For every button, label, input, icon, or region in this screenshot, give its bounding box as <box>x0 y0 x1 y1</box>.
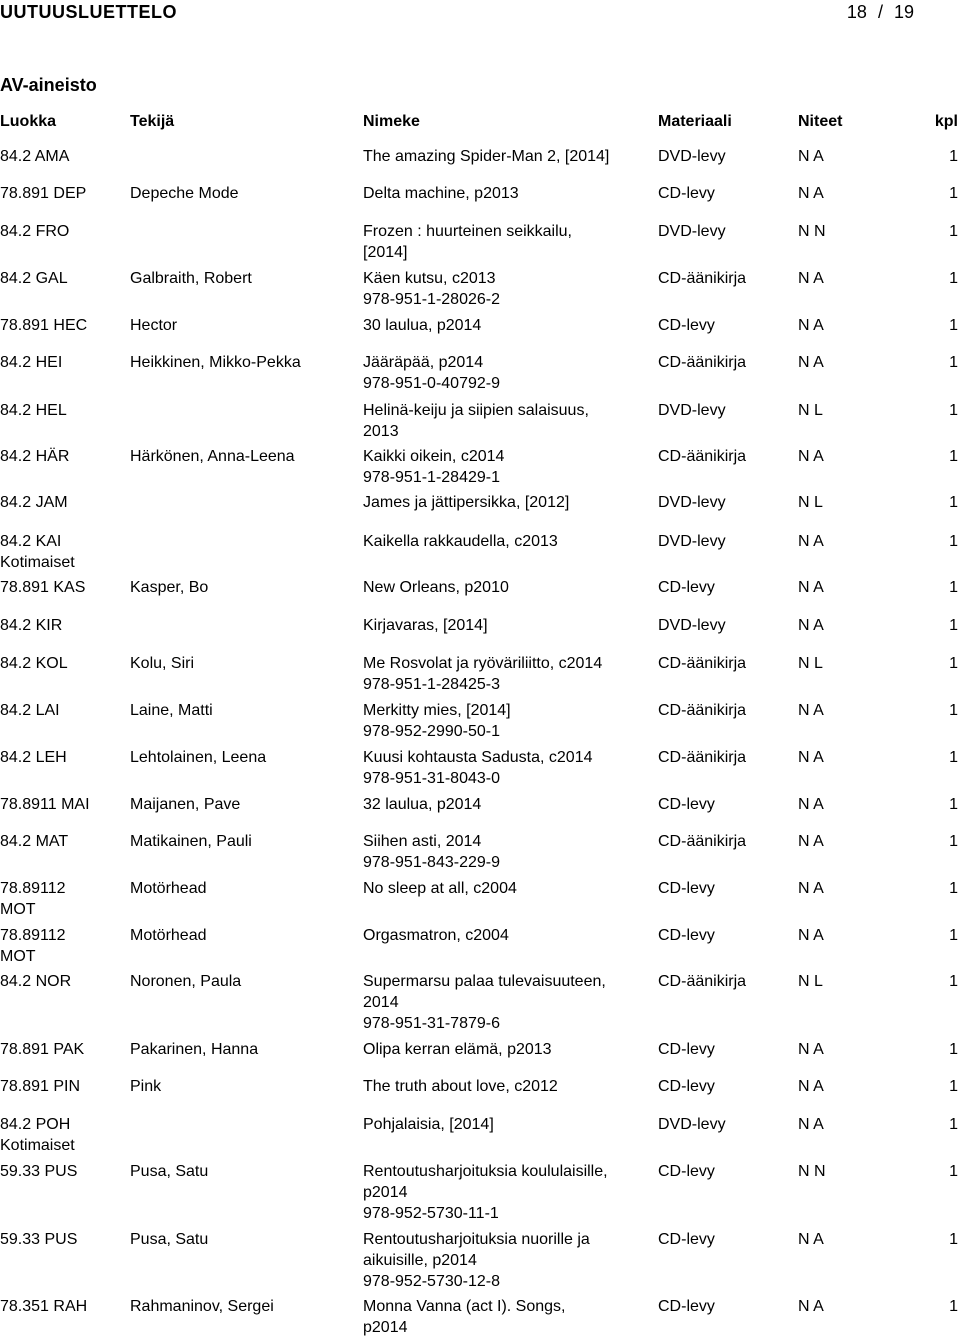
cell-tekija: Rahmaninov, Sergei <box>130 1298 274 1315</box>
cell-materiaali: CD-äänikirja <box>658 702 747 719</box>
cell-kpl: 1 <box>949 402 958 419</box>
cell-nimeke-line: Rentoutusharjoituksia koululaisille, <box>363 1163 608 1180</box>
cell-tekija: Motörhead <box>130 880 207 897</box>
cell-materiaali: DVD-levy <box>658 223 726 240</box>
cell-nimeke-line: Käen kutsu, c2013 <box>363 270 496 287</box>
cell-tekija: Pusa, Satu <box>130 1163 209 1180</box>
cell-niteet: N A <box>798 749 824 766</box>
cell-niteet: N A <box>798 270 824 287</box>
cell-nimeke-line: Olipa kerran elämä, p2013 <box>363 1041 552 1058</box>
cell-luokka-line: 84.2 LEH <box>0 749 67 766</box>
cell-nimeke-line: 2013 <box>363 423 399 440</box>
cell-materiaali: DVD-levy <box>658 402 726 419</box>
cell-materiaali: CD-levy <box>658 1231 715 1248</box>
cell-luokka-line: 59.33 PUS <box>0 1163 78 1180</box>
cell-nimeke <box>363 1296 565 1338</box>
cell-kpl: 1 <box>949 796 958 813</box>
cell-luokka <box>0 1039 84 1060</box>
cell-luokka <box>0 1229 77 1250</box>
cell-kpl: 1 <box>949 1078 958 1095</box>
cell-tekija: Noronen, Paula <box>130 973 242 990</box>
cell-luokka <box>0 615 62 636</box>
cell-luokka-line: 78.891 DEP <box>0 185 87 202</box>
cell-nimeke <box>363 878 517 899</box>
column-header-niteet: Niteet <box>798 113 843 130</box>
cell-luokka <box>0 315 87 336</box>
cell-kpl: 1 <box>949 185 958 202</box>
cell-nimeke <box>363 531 558 552</box>
cell-niteet: N L <box>798 655 823 672</box>
table-row <box>0 446 960 486</box>
cell-niteet: N A <box>798 317 824 334</box>
table-row <box>0 221 960 261</box>
cell-materiaali: CD-levy <box>658 796 715 813</box>
cell-luokka <box>0 794 90 815</box>
cell-nimeke <box>363 1039 552 1060</box>
cell-materiaali: DVD-levy <box>658 533 726 550</box>
cell-nimeke-line: Pohjalaisia, [2014] <box>363 1116 494 1133</box>
table-row <box>0 653 960 693</box>
cell-nimeke-line: 978-952-5730-12-8 <box>363 1273 500 1290</box>
cell-nimeke <box>363 1161 608 1224</box>
cell-tekija: Pusa, Satu <box>130 1231 209 1248</box>
cell-luokka-line: 84.2 GAL <box>0 270 68 287</box>
cell-nimeke-line: Siihen asti, 2014 <box>363 833 482 850</box>
cell-luokka-line: 84.2 LAI <box>0 702 60 719</box>
cell-niteet: N A <box>798 354 824 371</box>
table-row <box>0 1161 960 1222</box>
cell-nimeke-line: Kaikki oikein, c2014 <box>363 448 505 465</box>
cell-niteet: N A <box>798 533 824 550</box>
cell-kpl: 1 <box>949 1163 958 1180</box>
cell-niteet: N A <box>798 702 824 719</box>
table-row <box>0 878 960 918</box>
cell-nimeke-line: Supermarsu palaa tulevaisuuteen, <box>363 973 606 990</box>
cell-materiaali: CD-levy <box>658 1078 715 1095</box>
table-row <box>0 315 960 334</box>
cell-tekija: Laine, Matti <box>130 702 213 719</box>
cell-luokka <box>0 352 62 373</box>
cell-tekija: Kasper, Bo <box>130 579 209 596</box>
cell-nimeke-line: Monna Vanna (act I). Songs, <box>363 1298 566 1315</box>
cell-nimeke-line: 978-951-1-28026-2 <box>363 291 500 308</box>
cell-nimeke <box>363 146 609 167</box>
cell-luokka <box>0 146 69 167</box>
cell-niteet: N A <box>798 927 824 944</box>
cell-nimeke-line: 32 laulua, p2014 <box>363 796 482 813</box>
cell-kpl: 1 <box>949 579 958 596</box>
cell-luokka <box>0 221 69 242</box>
column-header-kpl: kpl <box>934 113 958 130</box>
cell-materiaali: CD-äänikirja <box>658 354 747 371</box>
cell-niteet: N A <box>798 833 824 850</box>
cell-niteet: N A <box>798 185 824 202</box>
cell-niteet: N N <box>798 223 826 240</box>
table-row <box>0 531 960 571</box>
cell-nimeke-line: 978-951-31-8043-0 <box>363 770 500 787</box>
table-row <box>0 577 960 596</box>
cell-luokka-line: 84.2 KOL <box>0 655 68 672</box>
cell-luokka-line: 84.2 MAT <box>0 833 69 850</box>
table-row <box>0 615 960 634</box>
cell-luokka-line: 84.2 NOR <box>0 973 72 990</box>
page-separator: / <box>877 2 883 22</box>
cell-luokka <box>0 183 86 204</box>
cell-nimeke <box>363 971 606 1034</box>
catalog-title: UUTUUSLUETTELO <box>0 2 177 22</box>
cell-nimeke-line: aikuisille, p2014 <box>363 1252 477 1269</box>
cell-kpl: 1 <box>949 223 958 240</box>
cell-luokka-line: 78.891 KAS <box>0 579 86 596</box>
cell-niteet: N L <box>798 402 823 419</box>
cell-kpl: 1 <box>949 1231 958 1248</box>
cell-nimeke-line: 978-952-5730-11-1 <box>363 1205 499 1222</box>
cell-kpl: 1 <box>949 148 958 165</box>
cell-materiaali: CD-levy <box>658 185 715 202</box>
cell-luokka <box>0 577 85 598</box>
cell-nimeke-line: Kuusi kohtausta Sadusta, c2014 <box>363 749 593 766</box>
cell-nimeke <box>363 653 602 695</box>
table-row <box>0 352 960 392</box>
table-row <box>0 1076 960 1095</box>
cell-luokka-line: 78.891 PAK <box>0 1041 85 1058</box>
cell-nimeke-line: 2014 <box>363 994 399 1011</box>
cell-tekija: Kolu, Siri <box>130 655 195 672</box>
column-header-luokka: Luokka <box>0 113 57 130</box>
cell-materiaali: CD-äänikirja <box>658 833 747 850</box>
cell-niteet: N A <box>798 579 824 596</box>
cell-kpl: 1 <box>949 533 958 550</box>
cell-materiaali: DVD-levy <box>658 1116 726 1133</box>
cell-nimeke <box>363 1076 558 1097</box>
cell-kpl: 1 <box>949 702 958 719</box>
cell-kpl: 1 <box>949 494 958 511</box>
cell-niteet: N A <box>798 148 824 165</box>
table-row <box>0 492 960 511</box>
cell-kpl: 1 <box>949 927 958 944</box>
cell-materiaali: CD-levy <box>658 579 715 596</box>
cell-luokka-line: 84.2 KAI <box>0 533 62 550</box>
cell-kpl: 1 <box>949 354 958 371</box>
cell-luokka-line: 78.351 RAH <box>0 1298 88 1315</box>
table-row <box>0 700 960 740</box>
cell-kpl: 1 <box>949 1116 958 1133</box>
cell-kpl: 1 <box>949 880 958 897</box>
cell-nimeke <box>363 794 481 815</box>
cell-materiaali: CD-äänikirja <box>658 270 747 287</box>
cell-materiaali: CD-levy <box>658 927 715 944</box>
cell-tekija: Matikainen, Pauli <box>130 833 252 850</box>
cell-luokka-line: 78.891 HEC <box>0 317 88 334</box>
cell-kpl: 1 <box>949 1298 958 1315</box>
cell-luokka-line: 84.2 FRO <box>0 223 70 240</box>
cell-niteet: N A <box>798 880 824 897</box>
cell-materiaali: CD-levy <box>658 880 715 897</box>
cell-nimeke <box>363 221 572 263</box>
cell-nimeke <box>363 1229 590 1292</box>
cell-niteet: N A <box>798 448 824 465</box>
cell-luokka-line: 78.8911 MAI <box>0 796 90 813</box>
table-row <box>0 1114 960 1154</box>
cell-nimeke <box>363 577 509 598</box>
cell-luokka <box>0 446 69 467</box>
cell-nimeke <box>363 400 589 442</box>
cell-nimeke-line: New Orleans, p2010 <box>363 579 509 596</box>
cell-nimeke-line: Merkitty mies, [2014] <box>363 702 511 719</box>
cell-niteet: N A <box>798 1231 824 1248</box>
page-indicator <box>847 2 914 23</box>
cell-niteet: N A <box>798 617 824 634</box>
table-row <box>0 925 960 965</box>
cell-niteet: N L <box>798 973 823 990</box>
cell-luokka-line: 78.89112 <box>0 880 66 897</box>
cell-luokka-line: 84.2 KIR <box>0 617 63 634</box>
cell-nimeke-line: No sleep at all, c2004 <box>363 880 517 897</box>
cell-materiaali: DVD-levy <box>658 617 726 634</box>
cell-tekija: Pakarinen, Hanna <box>130 1041 259 1058</box>
cell-luokka-line: 78.89112 <box>0 927 66 944</box>
cell-luokka <box>0 1296 87 1317</box>
cell-luokka-line: 59.33 PUS <box>0 1231 78 1248</box>
cell-tekija: Motörhead <box>130 927 207 944</box>
cell-niteet: N N <box>798 1163 826 1180</box>
cell-tekija: Heikkinen, Mikko-Pekka <box>130 354 301 371</box>
cell-nimeke-line: Orgasmatron, c2004 <box>363 927 509 944</box>
cell-luokka-line: 84.2 HÄR <box>0 448 70 465</box>
cell-niteet: N A <box>798 1298 824 1315</box>
cell-nimeke-line: Kirjavaras, [2014] <box>363 617 488 634</box>
cell-niteet: N A <box>798 1041 824 1058</box>
cell-nimeke-line: The amazing Spider-Man 2, [2014] <box>363 148 610 165</box>
page-number: 18 <box>846 2 867 22</box>
cell-luokka-line: 84.2 POH <box>0 1116 71 1133</box>
cell-nimeke-line: 978-951-1-28429-1 <box>363 469 500 486</box>
cell-nimeke <box>363 268 500 310</box>
table-row <box>0 831 960 871</box>
cell-kpl: 1 <box>949 617 958 634</box>
table-row <box>0 1039 960 1058</box>
table-row <box>0 1296 960 1336</box>
cell-nimeke-line: [2014] <box>363 244 408 261</box>
cell-materiaali: CD-äänikirja <box>658 448 747 465</box>
cell-luokka <box>0 971 71 992</box>
column-header-nimeke: Nimeke <box>363 113 420 130</box>
cell-nimeke-line: 30 laulua, p2014 <box>363 317 482 334</box>
cell-nimeke <box>363 446 504 488</box>
cell-nimeke-line: Frozen : huurteinen seikkailu, <box>363 223 572 240</box>
cell-materiaali: CD-äänikirja <box>658 655 747 672</box>
cell-luokka-line: 78.891 PIN <box>0 1078 81 1095</box>
cell-tekija: Galbraith, Robert <box>130 270 252 287</box>
cell-luokka <box>0 747 67 768</box>
cell-materiaali: CD-levy <box>658 1041 715 1058</box>
cell-nimeke-line: 978-951-0-40792-9 <box>363 375 500 392</box>
cell-nimeke <box>363 700 511 742</box>
cell-tekija: Hector <box>130 317 178 334</box>
cell-kpl: 1 <box>949 749 958 766</box>
cell-luokka <box>0 492 68 513</box>
table-row <box>0 146 960 165</box>
cell-materiaali: CD-levy <box>658 1298 715 1315</box>
cell-materiaali: CD-levy <box>658 1163 715 1180</box>
cell-nimeke-line: Delta machine, p2013 <box>363 185 519 202</box>
cell-luokka <box>0 531 75 573</box>
cell-nimeke-line: Kaikella rakkaudella, c2013 <box>363 533 558 550</box>
cell-nimeke-line: 978-951-1-28425-3 <box>363 676 500 693</box>
cell-materiaali: DVD-levy <box>658 494 726 511</box>
cell-kpl: 1 <box>949 317 958 334</box>
cell-nimeke-line: 978-951-843-229-9 <box>363 854 500 871</box>
cell-luokka-line: 84.2 HEL <box>0 402 67 419</box>
cell-nimeke-line: 978-952-2990-50-1 <box>363 723 500 740</box>
cell-nimeke-line: Jääräpää, p2014 <box>363 354 484 371</box>
cell-kpl: 1 <box>949 973 958 990</box>
cell-kpl: 1 <box>949 448 958 465</box>
cell-luokka <box>0 653 68 674</box>
cell-niteet: N A <box>798 796 824 813</box>
cell-luokka-line: 84.2 AMA <box>0 148 70 165</box>
column-header-materiaali: Materiaali <box>658 113 732 130</box>
table-row <box>0 971 960 1032</box>
cell-tekija: Härkönen, Anna-Leena <box>130 448 295 465</box>
section-title: AV-aineisto <box>0 75 97 95</box>
table-row <box>0 183 960 202</box>
cell-kpl: 1 <box>949 833 958 850</box>
page-total: 19 <box>893 2 914 22</box>
cell-luokka <box>0 1076 80 1097</box>
cell-luokka <box>0 878 66 920</box>
cell-materiaali: CD-levy <box>658 317 715 334</box>
cell-luokka <box>0 700 60 721</box>
cell-nimeke-line: 978-951-31-7879-6 <box>363 1015 500 1032</box>
cell-nimeke-line: Rentoutusharjoituksia nuorille ja <box>363 1231 590 1248</box>
table-row <box>0 1229 960 1290</box>
cell-nimeke-line: p2014 <box>363 1319 408 1336</box>
cell-nimeke <box>363 831 500 873</box>
cell-luokka <box>0 400 67 421</box>
cell-niteet: N A <box>798 1078 824 1095</box>
cell-nimeke <box>363 315 481 336</box>
table-row <box>0 400 960 440</box>
cell-niteet: N A <box>798 1116 824 1133</box>
cell-nimeke-line: The truth about love, c2012 <box>363 1078 558 1095</box>
table-row <box>0 747 960 787</box>
cell-materiaali: CD-äänikirja <box>658 749 747 766</box>
cell-nimeke <box>363 747 593 789</box>
cell-nimeke-line: Me Rosvolat ja ryöväriliitto, c2014 <box>363 655 603 672</box>
cell-luokka-line: MOT <box>0 948 36 965</box>
table-row <box>0 268 960 308</box>
cell-materiaali: CD-äänikirja <box>658 973 747 990</box>
cell-luokka <box>0 1114 75 1156</box>
cell-luokka-line: Kotimaiset <box>0 1137 75 1154</box>
cell-materiaali: DVD-levy <box>658 148 726 165</box>
table-row <box>0 794 960 813</box>
cell-tekija: Pink <box>130 1078 162 1095</box>
cell-luokka <box>0 831 68 852</box>
cell-nimeke-line: p2014 <box>363 1184 408 1201</box>
cell-luokka <box>0 1161 77 1182</box>
cell-kpl: 1 <box>949 270 958 287</box>
cell-tekija: Maijanen, Pave <box>130 796 241 813</box>
cell-luokka-line: 84.2 HEI <box>0 354 63 371</box>
cell-kpl: 1 <box>949 655 958 672</box>
cell-nimeke <box>363 1114 494 1135</box>
cell-niteet: N L <box>798 494 823 511</box>
cell-tekija: Depeche Mode <box>130 185 239 202</box>
cell-luokka-line: MOT <box>0 901 36 918</box>
cell-nimeke <box>363 183 519 204</box>
cell-luokka <box>0 268 68 289</box>
cell-nimeke <box>363 352 500 394</box>
cell-luokka <box>0 925 66 967</box>
cell-nimeke <box>363 925 509 946</box>
column-header-tekija: Tekijä <box>130 113 175 130</box>
cell-luokka-line: 84.2 JAM <box>0 494 68 511</box>
cell-kpl: 1 <box>949 1041 958 1058</box>
cell-nimeke-line: Helinä-keiju ja siipien salaisuus, <box>363 402 589 419</box>
cell-tekija: Lehtolainen, Leena <box>130 749 267 766</box>
cell-luokka-line: Kotimaiset <box>0 554 75 571</box>
cell-nimeke <box>363 615 488 636</box>
cell-nimeke <box>363 492 569 513</box>
cell-nimeke-line: James ja jättipersikka, [2012] <box>363 494 570 511</box>
